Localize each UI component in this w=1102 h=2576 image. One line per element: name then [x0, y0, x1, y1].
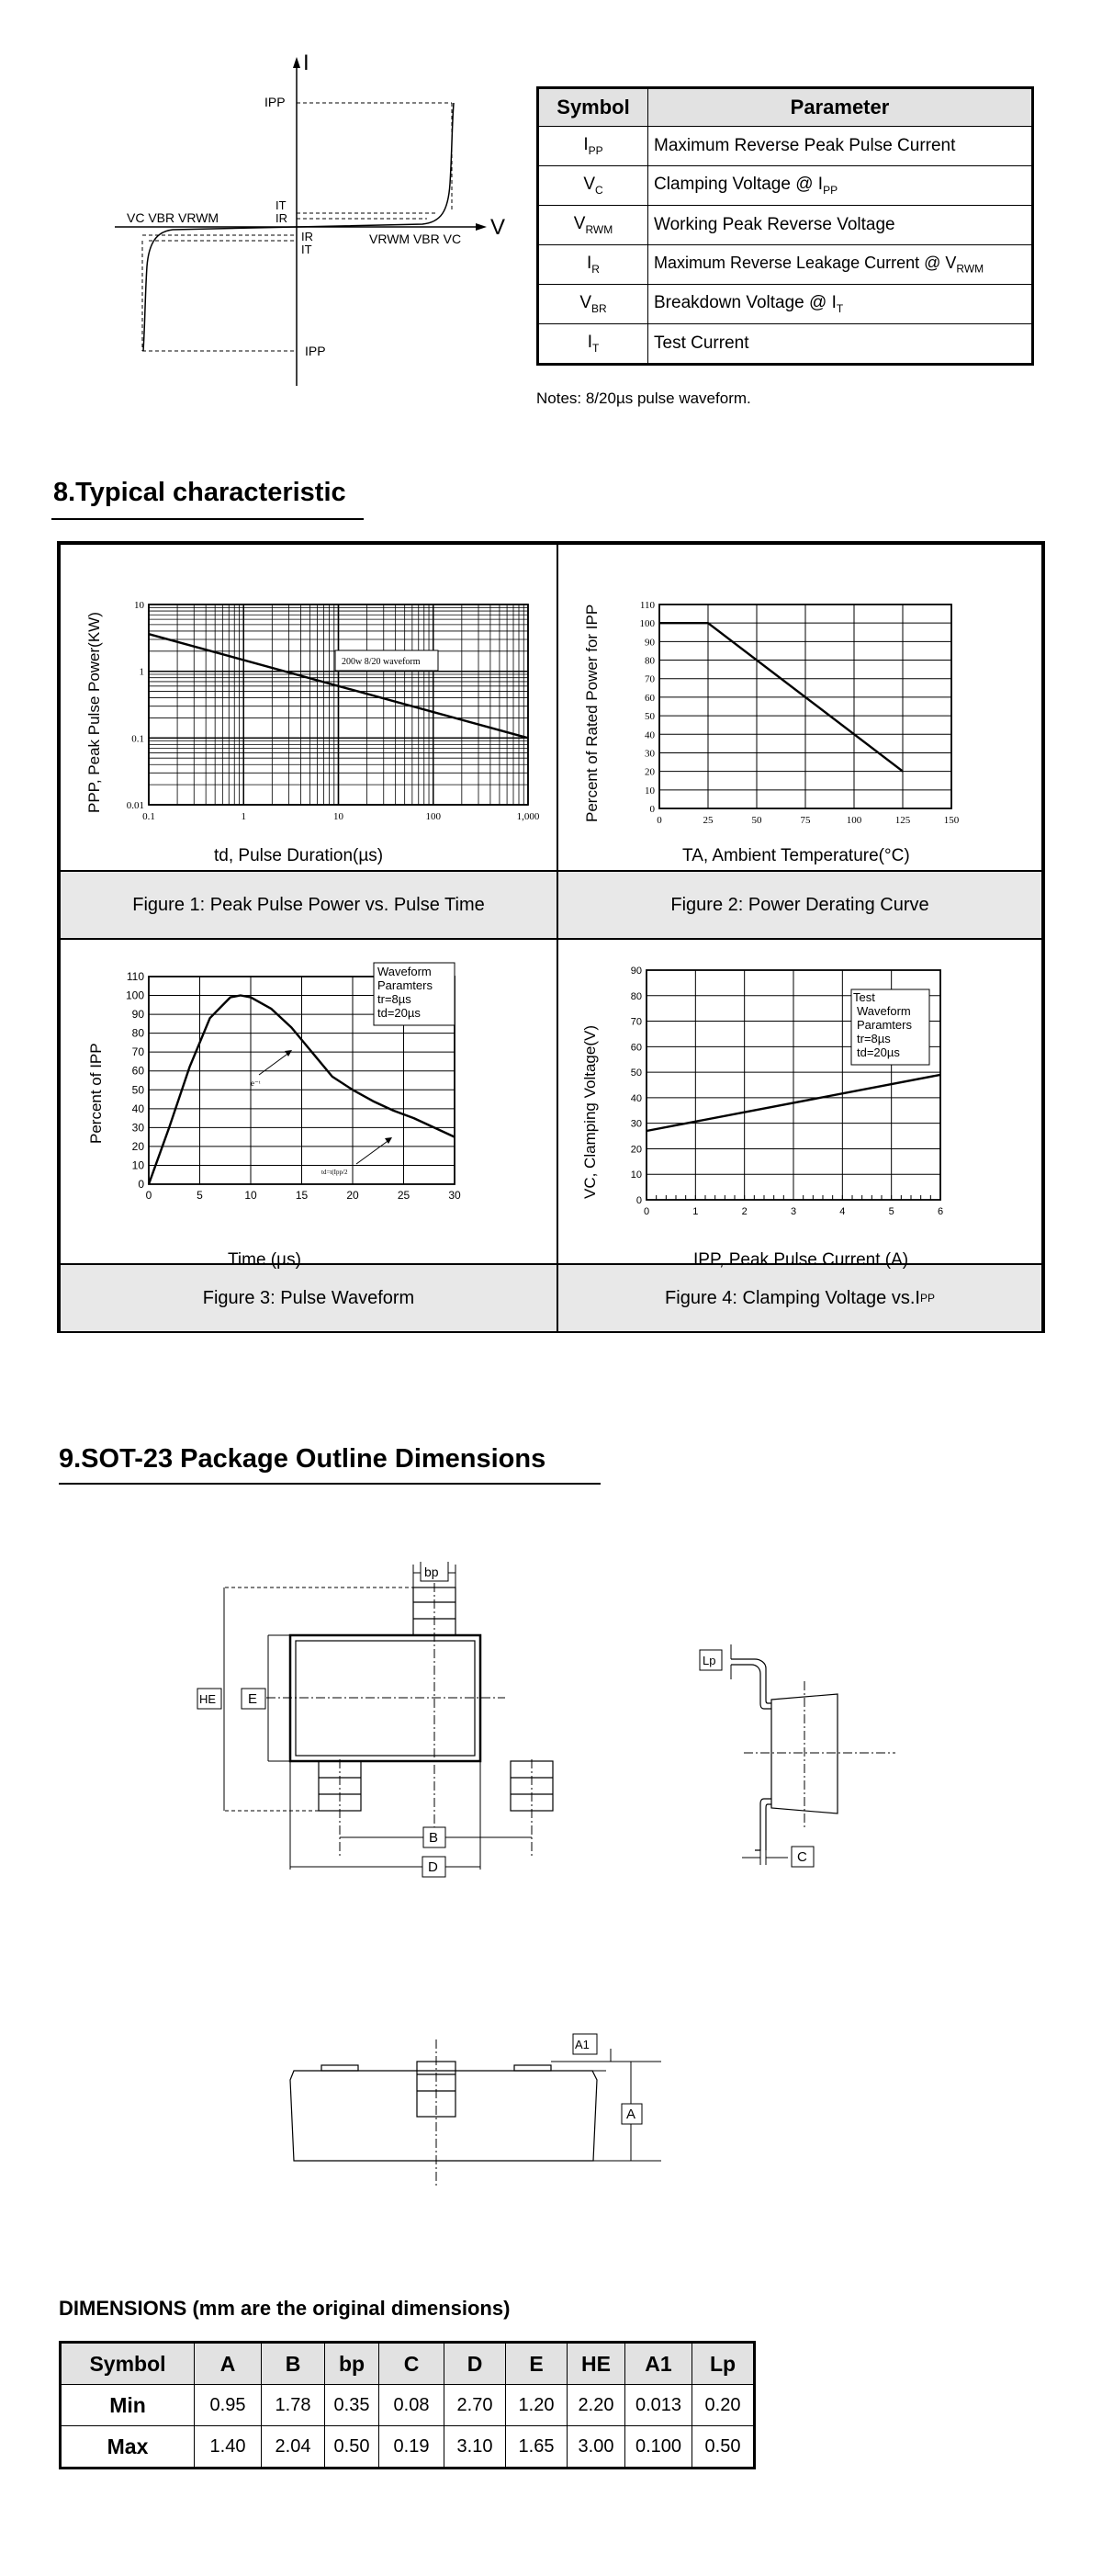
y-tick-label: 30 [131, 1121, 144, 1135]
y-tick-label: 30 [630, 1118, 642, 1130]
fig4-legend-line: Waveform [857, 1004, 911, 1018]
left-voltage-labels: VC VBR VRWM [127, 210, 219, 225]
fig4-xlabel: IPP, Peak Pulse Current (A) [693, 1250, 909, 1270]
x-tick-label: 1 [241, 811, 246, 822]
section8-underline [51, 518, 364, 520]
dim-label-lp: Lp [703, 1654, 716, 1667]
fig4-caption: Figure 4: Clamping Voltage vs.I PP [558, 1263, 1041, 1331]
dimensions-header-row: Symbol A B bp C D E HE A1 Lp [61, 2343, 755, 2385]
x-tick-label: 100 [425, 811, 441, 822]
fig3-annotation-2: td=t(Ipp/2 [321, 1169, 348, 1176]
x-tick-label: 6 [937, 1206, 944, 1217]
y-tick-label: 80 [131, 1026, 144, 1040]
section8-title: 8.Typical characteristic [53, 478, 346, 507]
dim-label-e: E [248, 1691, 258, 1707]
y-tick-label: 20 [131, 1139, 144, 1153]
x-tick-label: 1 [692, 1206, 699, 1217]
x-tick-label: 1,000 [516, 811, 540, 822]
fig2-ylabel: Percent of Rated Power for IPP [583, 604, 601, 822]
table-row: $V_C$ Clamping Voltage @ $I_{PP}$ [538, 166, 1033, 206]
axis-i-label: I [303, 51, 309, 75]
x-tick-label: 75 [800, 815, 811, 826]
y-tick-label: 0 [635, 1195, 642, 1206]
fig1-annotation: 200w 8/20 waveform [342, 657, 421, 667]
x-tick-label: 3 [790, 1206, 797, 1217]
package-front-view [276, 2021, 670, 2186]
x-tick-label: 50 [751, 815, 762, 826]
dim-label-d: D [428, 1859, 438, 1875]
y-tick-label: 40 [645, 729, 655, 741]
x-tick-label: 15 [295, 1189, 309, 1202]
y-tick-label: 10 [134, 600, 144, 611]
x-tick-label: 0.1 [142, 811, 155, 822]
fig4-chart [565, 946, 1042, 1272]
x-tick-label: 10 [244, 1189, 257, 1202]
ir-bottom-label: IR [301, 230, 313, 243]
package-side-view [680, 1617, 918, 1948]
x-tick-label: 5 [197, 1189, 203, 1202]
fig3-arrow-1 [259, 1052, 290, 1075]
symbol-header: Symbol [538, 88, 648, 127]
fig3-caption: Figure 3: Pulse Waveform [61, 1263, 557, 1331]
x-tick-label: 5 [888, 1206, 894, 1217]
fig2-xlabel: TA, Ambient Temperature(°C) [682, 846, 910, 865]
parameter-table [536, 86, 1034, 366]
fig2-caption: Figure 2: Power Derating Curve [558, 870, 1041, 940]
fig4-legend-line: Paramters [857, 1018, 912, 1032]
fig3-ylabel: Percent of IPP [87, 1043, 105, 1144]
y-tick-label: 40 [630, 1092, 642, 1104]
y-tick-label: 0.01 [126, 800, 144, 811]
dim-label-c: C [797, 1849, 807, 1865]
y-tick-label: 20 [630, 1144, 642, 1156]
section9-underline [59, 1483, 601, 1485]
ipp-bottom-label: IPP [305, 344, 326, 358]
y-tick-label: 80 [645, 655, 655, 667]
iv-characteristic-diagram [110, 46, 514, 395]
dimensions-table [59, 2341, 756, 2469]
fig3-legend-line: Paramters [377, 978, 433, 992]
package-top-view [184, 1562, 606, 1966]
y-tick-label: 10 [630, 1169, 642, 1181]
x-tick-label: 2 [741, 1206, 748, 1217]
fig3-xlabel: Time (µs) [228, 1250, 301, 1270]
table-row: $I_R$ Maximum Reverse Leakage Current @ $V_{RWM}$ [538, 245, 1033, 285]
x-tick-label: 4 [839, 1206, 846, 1217]
y-tick-label: 0.1 [131, 733, 144, 745]
dim-label-bp: bp [424, 1565, 439, 1579]
table-row: Min 0.95 1.78 0.35 0.08 2.70 1.20 2.20 0.013 0.20 [61, 2385, 755, 2426]
fig1-xlabel: td, Pulse Duration(µs) [214, 846, 384, 865]
x-tick-label: 0 [145, 1189, 152, 1202]
y-tick-label: 70 [131, 1045, 144, 1059]
y-tick-label: 80 [630, 990, 642, 1002]
fig3-legend-line: Waveform [377, 965, 432, 978]
table-row: $V_{RWM}$ Working Peak Reverse Voltage [538, 206, 1033, 245]
fig3-legend-line: td=20µs [377, 1006, 421, 1020]
y-tick-label: 100 [125, 989, 144, 1002]
fig3-legend-line: tr=8µs [377, 992, 411, 1006]
fig1-chart [64, 551, 551, 868]
fig4-legend-line: td=20µs [857, 1045, 900, 1059]
fig1-ylabel: PPP, Peak Pulse Power(KW) [85, 612, 103, 813]
y-tick-label: 20 [645, 766, 655, 778]
x-tick-label: 0 [643, 1206, 650, 1217]
dim-label-he: HE [199, 1692, 217, 1706]
x-tick-label: 30 [448, 1189, 461, 1202]
y-tick-label: 0 [649, 804, 655, 815]
table-row: $V_{BR}$ Breakdown Voltage @ $I_T$ [538, 285, 1033, 324]
fig3-annotation-1: e⁻ᵗ [251, 1079, 261, 1088]
y-tick-label: 90 [630, 966, 642, 977]
y-tick-label: 10 [131, 1158, 144, 1172]
fig3-arrow-2 [356, 1139, 390, 1164]
y-tick-label: 60 [645, 692, 655, 704]
y-tick-label: 50 [630, 1068, 642, 1079]
dim-label-a: A [626, 2107, 636, 2122]
fig4-legend-line: Test [853, 990, 875, 1004]
y-tick-label: 10 [645, 785, 655, 797]
dim-label-a1: A1 [575, 2038, 590, 2051]
fig2-chart [565, 551, 1042, 868]
dim-label-b: B [429, 1830, 439, 1846]
dimensions-title: DIMENSIONS (mm are the original dimensions) [59, 2297, 511, 2320]
x-tick-label: 0 [657, 815, 662, 826]
section9-title: 9.SOT-23 Package Outline Dimensions [59, 1444, 546, 1474]
y-tick-label: 90 [131, 1008, 144, 1022]
y-tick-label: 110 [126, 970, 144, 983]
x-tick-label: 150 [943, 815, 960, 826]
table-row: $I_{PP}$ Maximum Reverse Peak Pulse Current [538, 127, 1033, 166]
y-tick-label: 30 [645, 748, 655, 760]
y-tick-label: 60 [131, 1064, 144, 1078]
y-tick-label: 90 [645, 637, 655, 649]
y-tick-label: 70 [645, 673, 655, 685]
y-tick-label: 50 [131, 1083, 144, 1097]
right-voltage-labels: VRWM VBR VC [369, 232, 462, 246]
axis-v-label: V [490, 215, 506, 240]
table-row: $I_T$ Test Current [538, 324, 1033, 365]
x-tick-label: 25 [703, 815, 714, 826]
y-tick-label: 70 [630, 1016, 642, 1028]
ir-top-label: IR [276, 211, 287, 225]
fig1-caption: Figure 1: Peak Pulse Power vs. Pulse Time [61, 870, 557, 940]
x-tick-label: 125 [894, 815, 911, 826]
y-tick-label: 100 [639, 618, 655, 630]
parameter-header: Parameter [648, 88, 1033, 127]
x-tick-label: 25 [397, 1189, 410, 1202]
y-tick-label: 50 [645, 711, 655, 723]
notes-text: Notes: 8/20µs pulse waveform. [536, 390, 751, 407]
y-tick-label: 0 [138, 1178, 144, 1191]
table-row: Max 1.40 2.04 0.50 0.19 3.10 1.65 3.00 0.100 0.50 [61, 2426, 755, 2469]
y-tick-label: 60 [630, 1042, 642, 1054]
it-top-label: IT [276, 198, 287, 212]
y-tick-label: 110 [639, 600, 655, 611]
y-tick-label: 40 [131, 1102, 144, 1115]
fig4-legend-line: tr=8µs [857, 1032, 891, 1045]
it-bottom-label: IT [301, 243, 312, 256]
x-tick-label: 20 [346, 1189, 359, 1202]
x-tick-label: 100 [846, 815, 862, 826]
fig4-ylabel: VC, Clamping Voltage(V) [581, 1025, 599, 1199]
x-tick-label: 10 [333, 811, 343, 822]
y-tick-label: 1 [139, 666, 144, 678]
fig3-chart [64, 946, 551, 1272]
ipp-top-label: IPP [264, 95, 286, 109]
